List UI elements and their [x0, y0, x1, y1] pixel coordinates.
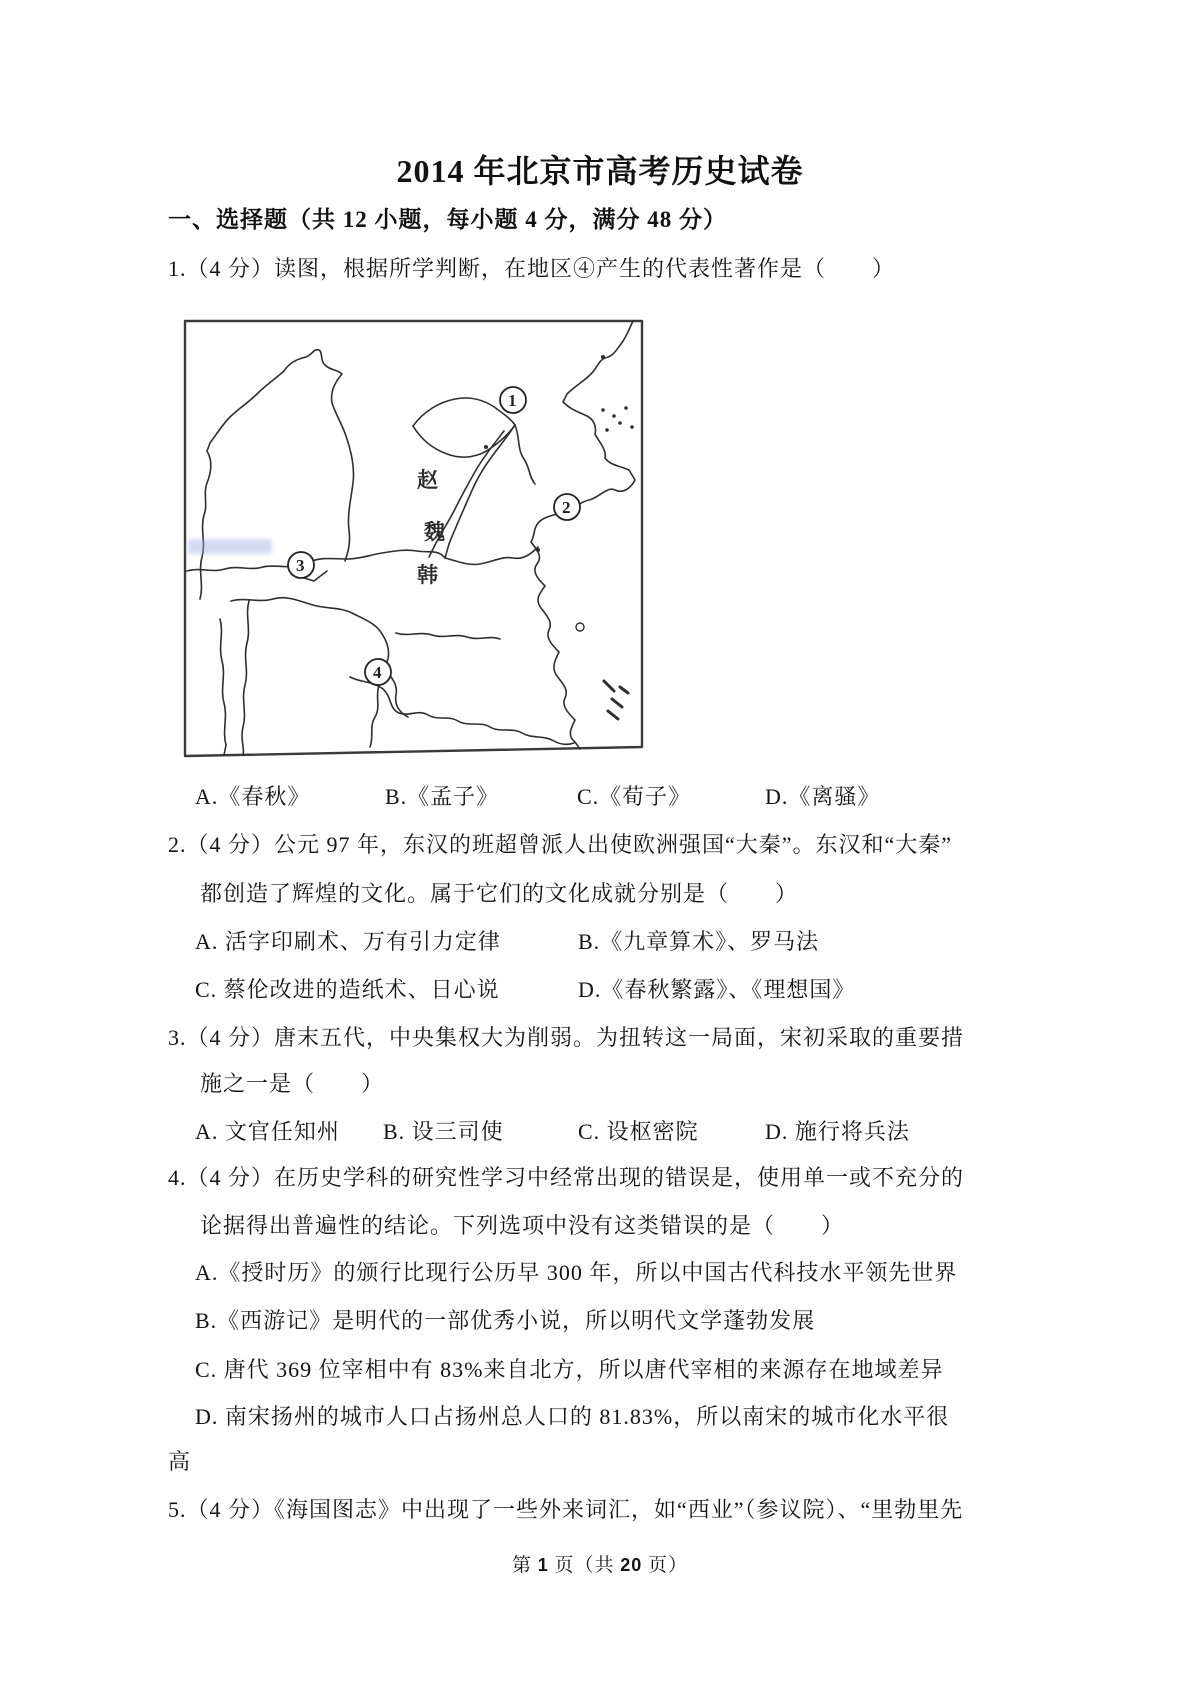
- coastline: [531, 321, 635, 749]
- river-east-bank: [445, 425, 515, 558]
- footer-middle: 页（共: [548, 1555, 621, 1576]
- q1-option-a: A.《春秋》: [195, 784, 311, 809]
- q2-stem-line1: 2.（4 分）公元 97 年，东汉的班超曾派人出使欧洲强国“大秦”。东汉和“大秦”: [168, 832, 953, 857]
- q3-option-a: A. 文官任知州: [195, 1119, 340, 1144]
- q1-option-d: D.《离骚》: [765, 784, 881, 809]
- north-lobe: [413, 425, 515, 457]
- island-dot: [605, 428, 609, 432]
- q4-option-d-line1: D. 南宋扬州的城市人口占扬州总人口的 81.83%，所以南宋的城市化水平很: [195, 1404, 950, 1429]
- q5-stem-line1: 5.（4 分）《海国图志》中出现了一些外来词汇，如“西业”（参议院）、“里勃里先: [168, 1497, 964, 1522]
- ordos-loop: [284, 350, 354, 561]
- q3-option-b: B. 设三司使: [383, 1119, 504, 1144]
- marker-2-number: 2: [562, 498, 571, 517]
- city-dot: [484, 445, 488, 449]
- island-dot: [601, 408, 605, 412]
- se-island-cluster: [604, 681, 628, 719]
- q4-stem-line1: 4.（4 分）在历史学科的研究性学习中经常出现的错误是，使用单一或不充分的: [168, 1165, 965, 1190]
- q4-option-a: A.《授时历》的颁行比现行公历早 300 年，所以中国古代科技水平领先世界: [195, 1260, 958, 1285]
- q2-option-a: A. 活字印刷术、万有引力定律: [195, 929, 501, 954]
- footer-suffix: 页）: [642, 1555, 689, 1576]
- q3-option-c: C. 设枢密院: [578, 1119, 699, 1144]
- q1-stem: 1.（4 分）读图，根据所学判断，在地区④产生的代表性著作是（ ）: [168, 256, 896, 281]
- q1-option-c: C.《荀子》: [577, 784, 692, 809]
- marker-3-number: 3: [296, 556, 305, 575]
- island-ring: [576, 623, 584, 631]
- q4-option-c: C. 唐代 369 位宰相中有 83%来自北方，所以唐代宰相的来源存在地域差异: [195, 1357, 944, 1382]
- map-svg: [183, 318, 645, 758]
- q3-stem-line1: 3.（4 分）唐末五代，中央集权大为削弱。为扭转这一局面，宋初采取的重要措: [168, 1025, 965, 1050]
- island-dot: [618, 421, 622, 425]
- marker-1-number: 1: [508, 391, 517, 410]
- q2-option-d: D.《春秋繁露》、《理想国》: [578, 977, 856, 1002]
- footer-page-number: 1: [537, 1555, 549, 1575]
- q2-stem-line2: 都创造了辉煌的文化。属于它们的文化成就分别是（ ）: [200, 881, 799, 906]
- q4-option-d-line2: 高: [168, 1449, 192, 1474]
- q3-stem-line2: 施之一是（ ）: [200, 1071, 385, 1096]
- island-dot: [624, 406, 628, 410]
- warring-states-map-figure: [183, 318, 645, 758]
- watermark: [188, 539, 272, 554]
- q4-option-b: B.《西游记》是明代的一部优秀小说，所以明代文学蓬勃发展: [195, 1308, 816, 1333]
- sw-river-2: [220, 619, 226, 755]
- region-label-han: 韩: [417, 563, 438, 587]
- marker-4-number: 4: [373, 663, 382, 682]
- sw-river-1: [242, 601, 249, 755]
- q2-option-b: B.《九章算术》、罗马法: [578, 929, 820, 954]
- region-label-zhao: 赵: [417, 468, 438, 492]
- city-dot: [536, 548, 540, 552]
- q4-stem-line2: 论据得出普遍性的结论。下列选项中没有这类错误的是（ ）: [200, 1213, 845, 1238]
- river-han: [231, 598, 389, 669]
- island-dot: [612, 414, 616, 418]
- west-boundary: [200, 371, 284, 599]
- river-mouth: [515, 425, 535, 484]
- q1-option-b: B.《孟子》: [385, 784, 500, 809]
- page-footer: [0, 1550, 1200, 1577]
- section-heading: 一、选择题（共 12 小题，每小题 4 分，满分 48 分）: [168, 207, 727, 232]
- region-label-wei: 魏: [424, 520, 445, 544]
- south-coast: [350, 677, 574, 744]
- q3-option-d: D. 施行将兵法: [765, 1119, 910, 1144]
- island-dot: [630, 425, 634, 429]
- city-dot: [601, 355, 605, 359]
- q2-option-c: C. 蔡伦改进的造纸术、日心说: [195, 977, 500, 1002]
- footer-prefix: 第: [511, 1555, 538, 1576]
- footer-total-pages: 20: [620, 1555, 643, 1575]
- river-lower-course: [445, 547, 538, 564]
- page-title: 2014 年北京市高考历史试卷: [396, 153, 804, 189]
- river-huai: [396, 633, 500, 639]
